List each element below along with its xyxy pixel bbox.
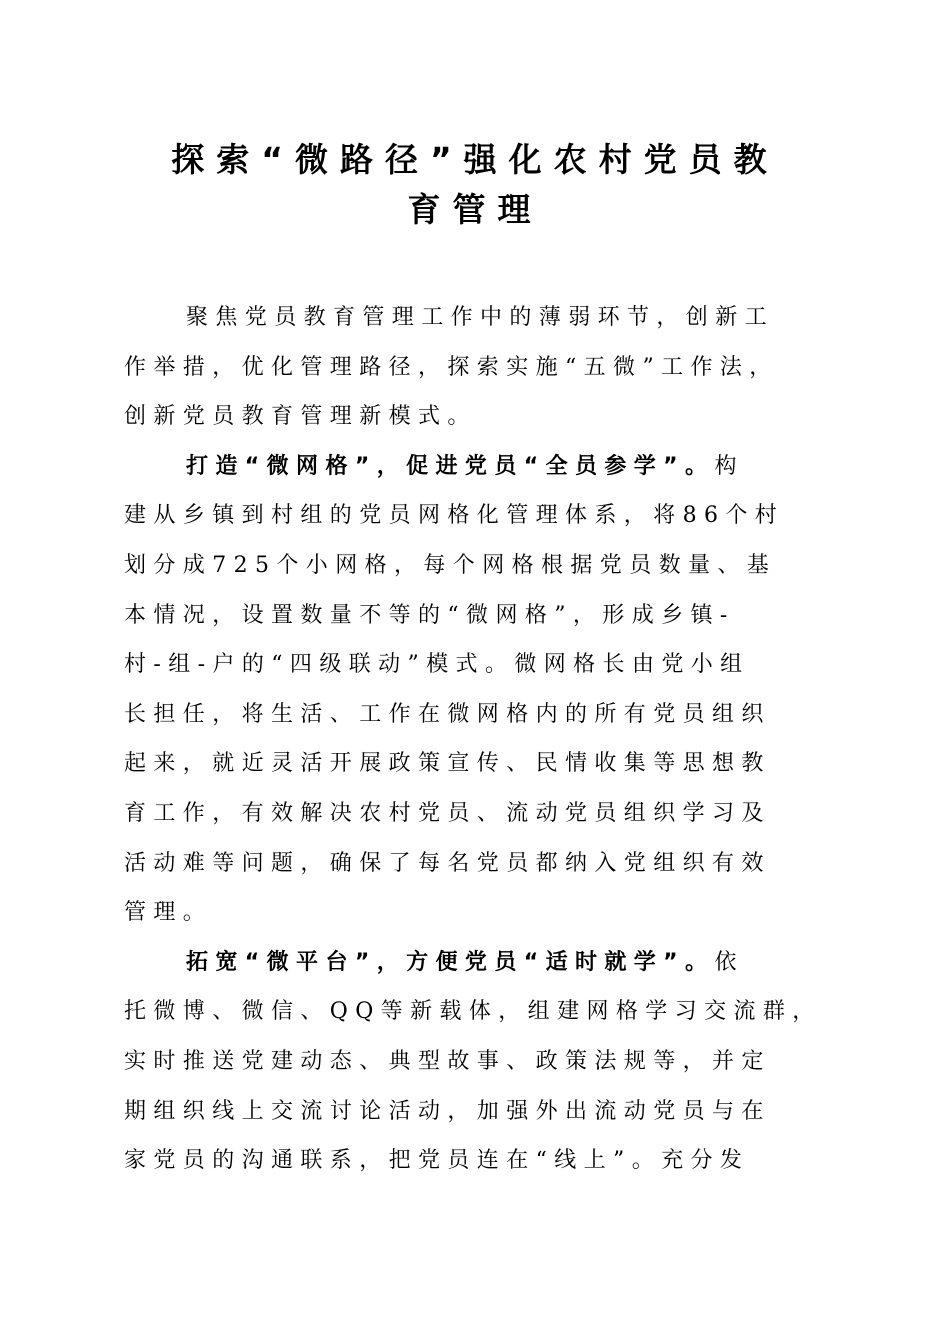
body-line [124, 293, 836, 343]
line-text: 构 [714, 453, 744, 479]
body-line [124, 1037, 836, 1087]
line-text: 管理。 [124, 900, 213, 926]
line-text: 依 [714, 949, 744, 975]
line-text: 作举措，优化管理路径，探索实施“五微”工作法， [124, 354, 779, 380]
body-line [124, 541, 836, 591]
body-line [124, 343, 836, 393]
document-title-line-1: 探索“微路径”强化农村党员教 [171, 140, 779, 179]
line-text: 本情况，设置数量不等的“微网格”，形成乡镇- [124, 602, 735, 628]
body-line [124, 938, 836, 988]
line-text: 育工作，有效解决农村党员、流动党员组织学习及 [124, 800, 771, 826]
line-text: 创新党员教育管理新模式。 [124, 404, 477, 430]
body-line [124, 1087, 836, 1137]
body-line [124, 690, 836, 740]
body-line [124, 640, 836, 690]
line-text: 活动难等问题，确保了每名党员都纳入党组织有效 [124, 850, 771, 876]
body-line [124, 739, 836, 789]
body-line [124, 591, 836, 641]
body-line [124, 442, 836, 492]
body-line [124, 888, 836, 938]
line-text: 期组织线上交流讨论活动，加强外出流动党员与在 [124, 1098, 771, 1124]
line-text: 长担任，将生活、工作在微网格内的所有党员组织 [124, 701, 771, 727]
body-line [124, 491, 836, 541]
line-text: 家党员的沟通联系，把党员连在“线上”。充分发 [124, 1148, 750, 1174]
body-line [124, 789, 836, 839]
section-heading-micro-platform: 拓宽“微平台”，方便党员“适时就学”。 [186, 949, 715, 975]
line-text: 聚焦党员教育管理工作中的薄弱环节，创新工 [186, 305, 775, 330]
line-text: 建从乡镇到村组的党员网格化管理体系，将86个村 [124, 503, 785, 529]
section-heading-micro-grid: 打造“微网格”，促进党员“全员参学”。 [186, 453, 715, 479]
line-text: 托微博、微信、QQ等新载体，组建网格学习交流群， [124, 999, 822, 1025]
body-line [124, 1136, 836, 1186]
line-text: 村-组-户的“四级联动”模式。微网格长由党小组 [124, 652, 750, 678]
line-text: 实时推送党建动态、典型故事、政策法规等，并定 [124, 1048, 771, 1074]
document-body [124, 293, 836, 1186]
body-line [124, 392, 836, 442]
document-title-line-2: 育管理 [407, 190, 543, 229]
line-text: 起来，就近灵活开展政策宣传、民情收集等思想教 [124, 751, 771, 777]
line-text: 划分成725个小网格，每个网格根据党员数量、基 [124, 552, 777, 578]
body-line [124, 987, 836, 1037]
body-line [124, 839, 836, 889]
